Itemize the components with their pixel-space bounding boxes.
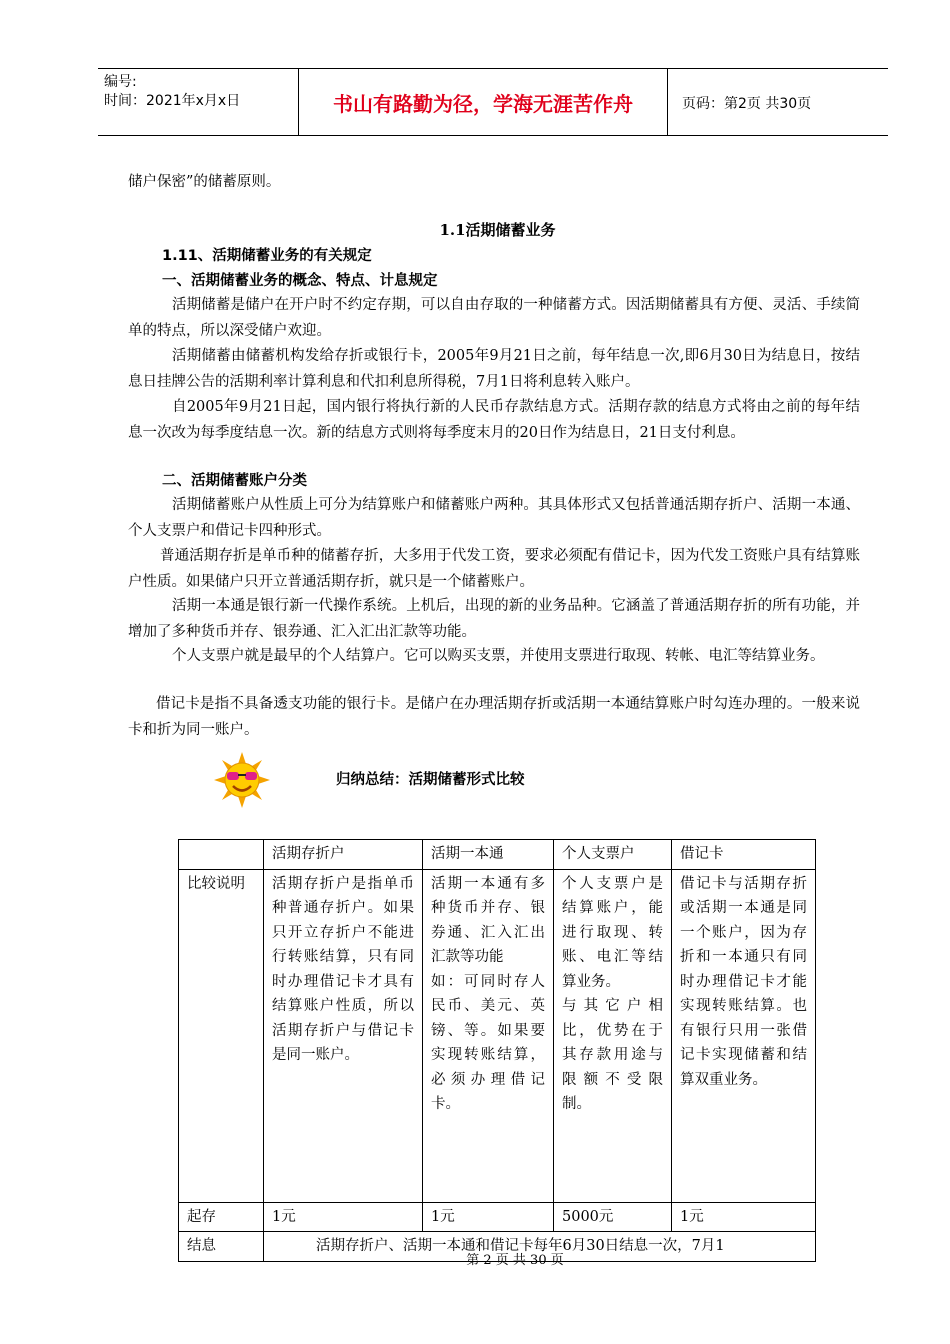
table-header-cell <box>179 840 264 870</box>
page-header <box>98 68 888 136</box>
table-cell: 活期存折户、活期一本通和借记卡每年6月30日结息一次，7月1 <box>264 1232 816 1262</box>
section-title: 1.1活期储蓄业务 <box>439 221 556 239</box>
row-label: 结息 <box>179 1232 264 1262</box>
table-cell: 借记卡与活期存折或活期一本通是同一个账户，因为存折和一本通只有同时办理借记卡才能实现转账结算。也有银行只用一张借记卡实现储蓄和结算双重业务。 <box>672 869 816 1202</box>
table-header-row <box>179 840 816 870</box>
table-cell: 5000元 <box>554 1202 672 1232</box>
cell-paragraph: 活期一本通有多种货币并存、银券通、汇入汇出汇款等功能 <box>431 875 545 965</box>
summary-title: 归纳总结：活期储蓄形式比较 <box>336 772 525 788</box>
table-cell: 1元 <box>672 1202 816 1232</box>
time-label: 时间：2021年x月x日 <box>104 93 241 109</box>
table-header-cell: 借记卡 <box>672 840 816 870</box>
table-row <box>179 1202 816 1232</box>
header-meta <box>98 69 299 135</box>
table-header-cell: 活期一本通 <box>423 840 554 870</box>
paragraph-6: 活期一本通是银行新一代操作系统。上机后，出现的新的业务品种。它涵盖了普通活期存折的所有功能，并增加了多种货币并存、银券通、汇入汇出汇款等功能。 <box>128 598 860 640</box>
table-cell: 活期存折户是指单币种普通存折户。如果只开立存折户不能进行转账结算，只有同时办理借记卡才具有结算账户性质，所以活期存折户与借记卡是同一账户。 <box>264 869 423 1202</box>
table-header-cell: 个人支票户 <box>554 840 672 870</box>
paragraph-4: 活期储蓄账户从性质上可分为结算账户和储蓄账户两种。其具体形式又包括普通活期存折户、活期一本通、个人支票户和借记卡四种形式。 <box>128 497 860 539</box>
header-motto: 书山有路勤为径，学海无涯苦作舟 <box>299 69 668 135</box>
paragraph-3: 自2005年9月21日起，国内银行将执行新的人民币存款结息方式。活期存款的结息方式将由之前的每年结息一次改为每季度结息一次。新的结息方式则将每季度末月的20日作为结息日，21日支付利息。 <box>128 399 860 441</box>
header-page-label: 页码：第2页 共30页 <box>682 96 812 112</box>
table-cell: 1元 <box>423 1202 554 1232</box>
cell-paragraph: 如：可同时存人民币、美元、英镑、等。如果要实现转账结算，必须办理借记卡。 <box>431 973 545 1112</box>
continuation-text: 储户保密”的储蓄原则。 <box>128 174 281 190</box>
row-label: 比较说明 <box>179 869 264 1202</box>
comparison-table <box>178 839 816 1262</box>
paragraph-8: 借记卡是指不具备透支功能的银行卡。是储户在办理活期存折或活期一本通结算账户时勾连办理的。一般来说卡和折为同一账户。 <box>128 696 860 738</box>
paragraph-2: 活期储蓄由储蓄机构发给存折或银行卡，2005年9月21日之前，每年结息一次,即6月30日为结息日，按结息日挂牌公告的活期利率计算利息和代扣利息所得税，7月1日将利息转入账户。 <box>128 348 860 390</box>
paragraph-7: 个人支票户就是最早的个人结算户。它可以购买支票，并使用支票进行取现、转帐、电汇等结算业务。 <box>172 648 825 664</box>
cell-paragraph: 个人支票户是结算账户，能进行取现、转账、电汇等结算业务。 <box>562 875 663 990</box>
paragraph-5: 普通活期存折是单币种的储蓄存折，大多用于代发工资，要求必须配有借记卡，因为代发工资账户具有结算账户性质。如果储户只开立普通活期存折，就只是一个储蓄账户。 <box>128 548 860 590</box>
sun-with-sunglasses-icon <box>214 752 270 808</box>
cell-paragraph: 与其它户相比，优势在于其存款用途与限额不受限制。 <box>562 998 663 1112</box>
heading-1: 一、活期储蓄业务的概念、特点、计息规定 <box>162 273 438 289</box>
page-footer: 第 2 页 共 30 页 <box>466 1253 564 1268</box>
table-row <box>179 869 816 1202</box>
row-label: 起存 <box>179 1202 264 1232</box>
table-cell <box>423 869 554 1202</box>
serial-label: 编号: <box>104 74 137 90</box>
table-header-cell: 活期存折户 <box>264 840 423 870</box>
paragraph-1: 活期储蓄是储户在开户时不约定存期，可以自由存取的一种储蓄方式。因活期储蓄具有方便、灵活、手续简单的特点，所以深受储户欢迎。 <box>128 297 860 339</box>
subsection-title: 1.11、活期储蓄业务的有关规定 <box>162 248 372 264</box>
heading-2: 二、活期储蓄账户分类 <box>162 473 307 489</box>
table-cell: 1元 <box>264 1202 423 1232</box>
table-cell <box>554 869 672 1202</box>
